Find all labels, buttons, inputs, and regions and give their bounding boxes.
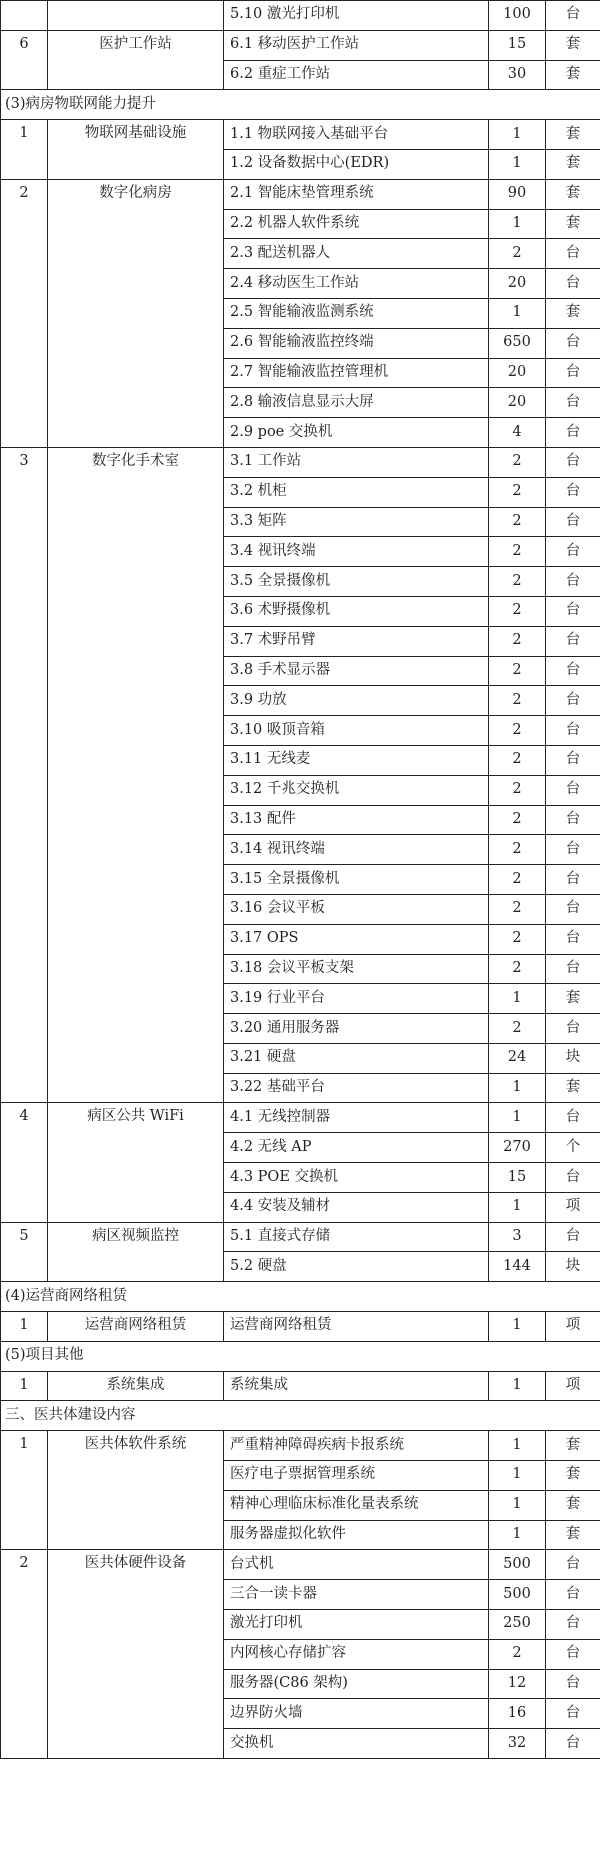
unit-cell: 台 bbox=[546, 358, 600, 388]
unit-cell: 项 bbox=[546, 1192, 600, 1222]
unit-cell: 台 bbox=[546, 1222, 600, 1252]
unit-cell: 台 bbox=[546, 805, 600, 835]
item-name-cell: 3.20 通用服务器 bbox=[224, 1014, 489, 1044]
table-row bbox=[1, 1550, 600, 1580]
unit-cell: 台 bbox=[546, 1669, 600, 1699]
quantity-cell: 16 bbox=[489, 1699, 546, 1729]
unit-cell: 套 bbox=[546, 298, 600, 328]
item-name-cell: 3.2 机柜 bbox=[224, 477, 489, 507]
table-row bbox=[1, 120, 600, 150]
item-name-cell: 2.8 输液信息显示大屏 bbox=[224, 388, 489, 418]
item-number-cell: 1 bbox=[1, 120, 48, 180]
unit-cell: 台 bbox=[546, 626, 600, 656]
quantity-cell: 1 bbox=[489, 1103, 546, 1133]
item-name-cell: 3.4 视讯终端 bbox=[224, 537, 489, 567]
quantity-cell: 4 bbox=[489, 418, 546, 448]
quantity-cell: 1 bbox=[489, 120, 546, 150]
item-name-cell: 3.9 功放 bbox=[224, 686, 489, 716]
item-name-cell: 医疗电子票据管理系统 bbox=[224, 1461, 489, 1491]
item-name-cell: 3.21 硬盘 bbox=[224, 1043, 489, 1073]
category-cell: 数字化手术室 bbox=[48, 447, 224, 1103]
unit-cell: 台 bbox=[546, 239, 600, 269]
item-name-cell: 精神心理临床标准化量表系统 bbox=[224, 1490, 489, 1520]
quantity-cell: 32 bbox=[489, 1729, 546, 1759]
unit-cell: 套 bbox=[546, 120, 600, 150]
item-name-cell: 4.2 无线 AP bbox=[224, 1133, 489, 1163]
unit-cell: 台 bbox=[546, 924, 600, 954]
unit-cell: 台 bbox=[546, 447, 600, 477]
unit-cell: 台 bbox=[546, 954, 600, 984]
item-name-cell: 3.16 会议平板 bbox=[224, 894, 489, 924]
item-name-cell: 3.13 配件 bbox=[224, 805, 489, 835]
quantity-cell: 2 bbox=[489, 596, 546, 626]
quantity-cell: 3 bbox=[489, 1222, 546, 1252]
item-name-cell: 4.3 POE 交换机 bbox=[224, 1163, 489, 1193]
quantity-cell: 2 bbox=[489, 507, 546, 537]
unit-cell: 块 bbox=[546, 1252, 600, 1282]
item-number-cell: 1 bbox=[1, 1371, 48, 1401]
unit-cell: 套 bbox=[546, 1520, 600, 1550]
unit-cell: 台 bbox=[546, 477, 600, 507]
unit-cell: 套 bbox=[546, 984, 600, 1014]
item-name-cell: 3.6 术野摄像机 bbox=[224, 596, 489, 626]
item-name-cell: 2.4 移动医生工作站 bbox=[224, 269, 489, 299]
table-row bbox=[1, 1431, 600, 1461]
unit-cell: 台 bbox=[546, 1729, 600, 1759]
unit-cell: 台 bbox=[546, 269, 600, 299]
item-name-cell: 6.1 移动医护工作站 bbox=[224, 30, 489, 60]
item-name-cell: 台式机 bbox=[224, 1550, 489, 1580]
item-name-cell: 3.22 基础平台 bbox=[224, 1073, 489, 1103]
section-row bbox=[1, 1282, 600, 1312]
item-name-cell: 严重精神障碍疾病卡报系统 bbox=[224, 1431, 489, 1461]
quantity-cell: 15 bbox=[489, 30, 546, 60]
quantity-cell: 2 bbox=[489, 865, 546, 895]
quantity-cell: 2 bbox=[489, 537, 546, 567]
quantity-cell: 144 bbox=[489, 1252, 546, 1282]
section-row bbox=[1, 90, 600, 120]
item-name-cell: 边界防火墙 bbox=[224, 1699, 489, 1729]
unit-cell: 台 bbox=[546, 835, 600, 865]
item-name-cell: 3.7 术野吊臂 bbox=[224, 626, 489, 656]
quantity-cell: 2 bbox=[489, 1014, 546, 1044]
item-name-cell: 系统集成 bbox=[224, 1371, 489, 1401]
quantity-cell: 1 bbox=[489, 149, 546, 179]
unit-cell: 个 bbox=[546, 1133, 600, 1163]
item-name-cell: 2.1 智能床垫管理系统 bbox=[224, 179, 489, 209]
unit-cell: 项 bbox=[546, 1371, 600, 1401]
section-title: 三、医共体建设内容 bbox=[1, 1401, 600, 1431]
item-number-cell: 5 bbox=[1, 1222, 48, 1282]
category-cell: 医共体软件系统 bbox=[48, 1431, 224, 1550]
item-name-cell: 3.8 手术显示器 bbox=[224, 656, 489, 686]
unit-cell: 套 bbox=[546, 1490, 600, 1520]
quantity-cell: 1 bbox=[489, 1371, 546, 1401]
unit-cell: 套 bbox=[546, 179, 600, 209]
unit-cell: 套 bbox=[546, 209, 600, 239]
item-name-cell: 2.9 poe 交换机 bbox=[224, 418, 489, 448]
item-name-cell: 服务器(C86 架构) bbox=[224, 1669, 489, 1699]
unit-cell: 台 bbox=[546, 745, 600, 775]
quantity-cell: 15 bbox=[489, 1163, 546, 1193]
unit-cell: 台 bbox=[546, 1580, 600, 1610]
section-title: (3)病房物联网能力提升 bbox=[1, 90, 600, 120]
category-cell: 数字化病房 bbox=[48, 179, 224, 447]
quantity-cell: 1 bbox=[489, 984, 546, 1014]
item-name-cell: 5.1 直接式存储 bbox=[224, 1222, 489, 1252]
table-row bbox=[1, 179, 600, 209]
unit-cell: 套 bbox=[546, 1461, 600, 1491]
quantity-cell: 20 bbox=[489, 269, 546, 299]
quantity-cell: 2 bbox=[489, 805, 546, 835]
unit-cell: 台 bbox=[546, 894, 600, 924]
unit-cell: 台 bbox=[546, 716, 600, 746]
unit-cell: 台 bbox=[546, 1, 600, 31]
category-cell: 医共体硬件设备 bbox=[48, 1550, 224, 1759]
section-title: (4)运营商网络租赁 bbox=[1, 1282, 600, 1312]
item-name-cell: 3.3 矩阵 bbox=[224, 507, 489, 537]
table-row bbox=[1, 1222, 600, 1252]
section-row bbox=[1, 1401, 600, 1431]
quantity-cell: 1 bbox=[489, 209, 546, 239]
item-name-cell: 三合一读卡器 bbox=[224, 1580, 489, 1610]
section-title: (5)项目其他 bbox=[1, 1341, 600, 1371]
item-name-cell: 5.2 硬盘 bbox=[224, 1252, 489, 1282]
item-number-cell: 2 bbox=[1, 179, 48, 447]
quantity-cell: 1 bbox=[489, 1431, 546, 1461]
section-row bbox=[1, 1341, 600, 1371]
unit-cell: 台 bbox=[546, 537, 600, 567]
item-name-cell: 3.18 会议平板支架 bbox=[224, 954, 489, 984]
item-name-cell: 3.11 无线麦 bbox=[224, 745, 489, 775]
category-cell: 运营商网络租赁 bbox=[48, 1312, 224, 1342]
item-name-cell: 运营商网络租赁 bbox=[224, 1312, 489, 1342]
item-name-cell: 2.6 智能输液监控终端 bbox=[224, 328, 489, 358]
item-name-cell: 4.4 安装及辅材 bbox=[224, 1192, 489, 1222]
quantity-cell: 2 bbox=[489, 239, 546, 269]
quantity-cell: 24 bbox=[489, 1043, 546, 1073]
table-body bbox=[1, 1, 600, 1759]
item-number-cell: 6 bbox=[1, 30, 48, 90]
unit-cell: 台 bbox=[546, 388, 600, 418]
quantity-cell: 650 bbox=[489, 328, 546, 358]
table-row bbox=[1, 1, 600, 31]
item-number-cell: 1 bbox=[1, 1312, 48, 1342]
quantity-cell: 2 bbox=[489, 626, 546, 656]
quantity-cell: 250 bbox=[489, 1610, 546, 1640]
quantity-cell: 90 bbox=[489, 179, 546, 209]
item-name-cell: 6.2 重症工作站 bbox=[224, 60, 489, 90]
unit-cell: 台 bbox=[546, 1103, 600, 1133]
unit-cell: 台 bbox=[546, 1163, 600, 1193]
item-name-cell: 3.1 工作站 bbox=[224, 447, 489, 477]
unit-cell: 台 bbox=[546, 1014, 600, 1044]
unit-cell: 台 bbox=[546, 507, 600, 537]
unit-cell: 台 bbox=[546, 328, 600, 358]
item-name-cell: 2.7 智能输液监控管理机 bbox=[224, 358, 489, 388]
item-name-cell: 3.10 吸顶音箱 bbox=[224, 716, 489, 746]
item-name-cell: 交换机 bbox=[224, 1729, 489, 1759]
quantity-cell: 2 bbox=[489, 716, 546, 746]
item-name-cell: 3.12 千兆交换机 bbox=[224, 775, 489, 805]
table-row bbox=[1, 447, 600, 477]
quantity-cell: 100 bbox=[489, 1, 546, 31]
item-number-cell: 2 bbox=[1, 1550, 48, 1759]
unit-cell: 套 bbox=[546, 30, 600, 60]
table-row bbox=[1, 1103, 600, 1133]
unit-cell: 台 bbox=[546, 1550, 600, 1580]
unit-cell: 台 bbox=[546, 1639, 600, 1669]
table-row bbox=[1, 1312, 600, 1342]
quantity-cell: 1 bbox=[489, 1073, 546, 1103]
item-name-cell: 2.3 配送机器人 bbox=[224, 239, 489, 269]
item-name-cell: 4.1 无线控制器 bbox=[224, 1103, 489, 1133]
item-number-cell bbox=[1, 1, 48, 31]
quantity-cell: 2 bbox=[489, 954, 546, 984]
unit-cell: 块 bbox=[546, 1043, 600, 1073]
item-name-cell: 2.2 机器人软件系统 bbox=[224, 209, 489, 239]
category-cell: 系统集成 bbox=[48, 1371, 224, 1401]
quantity-cell: 12 bbox=[489, 1669, 546, 1699]
item-name-cell: 3.19 行业平台 bbox=[224, 984, 489, 1014]
item-name-cell: 内网核心存储扩容 bbox=[224, 1639, 489, 1669]
item-name-cell: 2.5 智能输液监测系统 bbox=[224, 298, 489, 328]
item-name-cell: 1.1 物联网接入基础平台 bbox=[224, 120, 489, 150]
item-name-cell: 3.15 全景摄像机 bbox=[224, 865, 489, 895]
quantity-cell: 500 bbox=[489, 1550, 546, 1580]
quantity-cell: 1 bbox=[489, 1461, 546, 1491]
category-cell: 病区视频监控 bbox=[48, 1222, 224, 1282]
item-number-cell: 3 bbox=[1, 447, 48, 1103]
quantity-cell: 1 bbox=[489, 1520, 546, 1550]
unit-cell: 台 bbox=[546, 686, 600, 716]
quantity-cell: 20 bbox=[489, 388, 546, 418]
item-name-cell: 3.5 全景摄像机 bbox=[224, 567, 489, 597]
quantity-cell: 1 bbox=[489, 298, 546, 328]
category-cell: 医护工作站 bbox=[48, 30, 224, 90]
item-name-cell: 3.14 视讯终端 bbox=[224, 835, 489, 865]
unit-cell: 台 bbox=[546, 1699, 600, 1729]
quantity-cell: 1 bbox=[489, 1192, 546, 1222]
unit-cell: 套 bbox=[546, 1431, 600, 1461]
item-name-cell: 服务器虚拟化软件 bbox=[224, 1520, 489, 1550]
quantity-cell: 20 bbox=[489, 358, 546, 388]
unit-cell: 套 bbox=[546, 149, 600, 179]
category-cell bbox=[48, 1, 224, 31]
quantity-cell: 2 bbox=[489, 835, 546, 865]
quantity-cell: 30 bbox=[489, 60, 546, 90]
item-name-cell: 激光打印机 bbox=[224, 1610, 489, 1640]
item-name-cell: 5.10 激光打印机 bbox=[224, 1, 489, 31]
item-name-cell: 3.17 OPS bbox=[224, 924, 489, 954]
unit-cell: 台 bbox=[546, 656, 600, 686]
unit-cell: 台 bbox=[546, 1610, 600, 1640]
unit-cell: 套 bbox=[546, 1073, 600, 1103]
item-number-cell: 4 bbox=[1, 1103, 48, 1222]
unit-cell: 台 bbox=[546, 775, 600, 805]
quantity-cell: 2 bbox=[489, 894, 546, 924]
table-row bbox=[1, 30, 600, 60]
quantity-cell: 2 bbox=[489, 477, 546, 507]
quantity-cell: 1 bbox=[489, 1312, 546, 1342]
quantity-cell: 2 bbox=[489, 447, 546, 477]
quantity-cell: 500 bbox=[489, 1580, 546, 1610]
unit-cell: 台 bbox=[546, 418, 600, 448]
item-number-cell: 1 bbox=[1, 1431, 48, 1550]
unit-cell: 台 bbox=[546, 596, 600, 626]
unit-cell: 套 bbox=[546, 60, 600, 90]
unit-cell: 台 bbox=[546, 567, 600, 597]
quantity-cell: 2 bbox=[489, 775, 546, 805]
category-cell: 病区公共 WiFi bbox=[48, 1103, 224, 1222]
quantity-cell: 2 bbox=[489, 656, 546, 686]
quantity-cell: 2 bbox=[489, 1639, 546, 1669]
unit-cell: 项 bbox=[546, 1312, 600, 1342]
quantity-cell: 1 bbox=[489, 1490, 546, 1520]
item-name-cell: 1.2 设备数据中心(EDR) bbox=[224, 149, 489, 179]
unit-cell: 台 bbox=[546, 865, 600, 895]
quantity-cell: 2 bbox=[489, 686, 546, 716]
table-row bbox=[1, 1371, 600, 1401]
quantity-cell: 2 bbox=[489, 567, 546, 597]
quantity-cell: 270 bbox=[489, 1133, 546, 1163]
quantity-cell: 2 bbox=[489, 924, 546, 954]
category-cell: 物联网基础设施 bbox=[48, 120, 224, 180]
quantity-cell: 2 bbox=[489, 745, 546, 775]
